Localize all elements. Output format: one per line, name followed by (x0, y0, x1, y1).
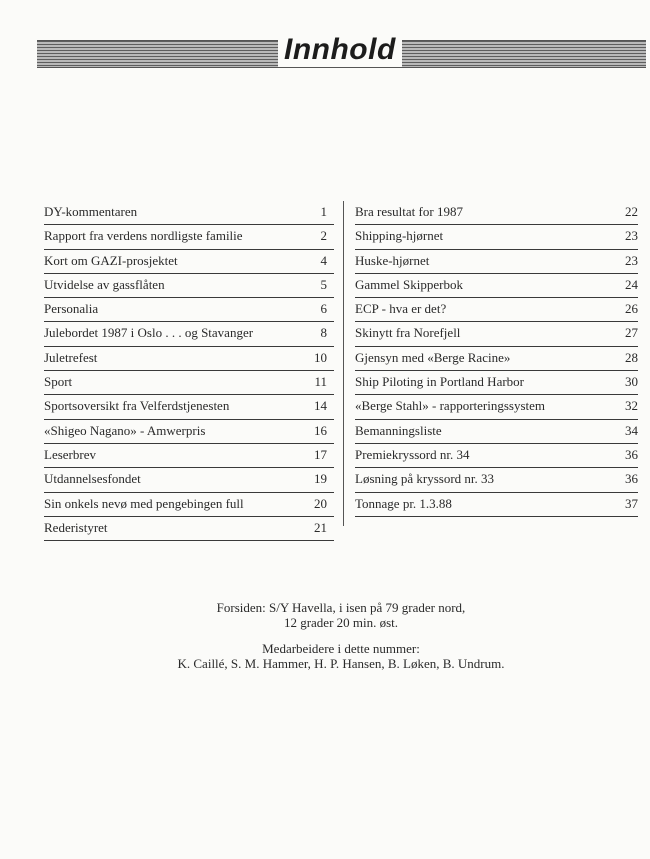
toc-entry (355, 347, 638, 371)
toc-entry (44, 225, 334, 249)
credits-block (0, 600, 650, 671)
page-title: Innhold (278, 33, 402, 67)
toc-entry-title: Bemanningsliste (355, 422, 442, 438)
toc-entry (355, 444, 638, 468)
toc-entry (355, 250, 638, 274)
toc-entry-title: Julebordet 1987 i Oslo . . . og Stavanger (44, 325, 254, 341)
toc-entry-page: 23 (625, 252, 638, 268)
toc-entry (355, 298, 638, 322)
toc-entry (44, 274, 334, 298)
toc-entry-title: Gammel Skipperbok (355, 276, 463, 292)
toc-entry (355, 468, 638, 492)
toc-entry (44, 250, 334, 274)
toc-entry (44, 371, 334, 395)
toc-entry (44, 493, 334, 517)
toc-entry-page: 36 (625, 471, 638, 487)
toc-entry (355, 371, 638, 395)
toc-entry (44, 201, 334, 225)
toc-entry-page: 11 (314, 374, 327, 390)
toc-entry-page: 4 (320, 252, 327, 268)
toc-entry-title: Løsning på kryssord nr. 33 (355, 471, 495, 487)
toc-entry-title: Kort om GAZI-prosjektet (44, 252, 178, 268)
toc-entry-title: «Berge Stahl» - rapporteringssystem (355, 398, 546, 414)
toc-entry-title: Skinytt fra Norefjell (355, 325, 461, 341)
contributors-list: K. Caillé, S. M. Hammer, H. P. Hansen, B. Løken, B. Undrum. (177, 656, 505, 671)
toc-entry-page: 28 (625, 349, 638, 365)
toc-entry (44, 395, 334, 419)
toc-entry-title: Personalia (44, 301, 99, 317)
toc-entry-title: ECP - hva er det? (355, 301, 447, 317)
toc-entry-page: 36 (625, 446, 638, 462)
toc-entry-page: 26 (625, 301, 638, 317)
toc-entry (355, 225, 638, 249)
toc-entry (355, 201, 638, 225)
toc-entry (44, 347, 334, 371)
toc-entry-title: Utvidelse av gassflåten (44, 276, 165, 292)
toc-entry-page: 22 (625, 204, 638, 219)
toc-entry-title: Utdannelsesfondet (44, 471, 141, 487)
toc-entry (44, 444, 334, 468)
toc-entry-title: «Shigeo Nagano» - Amwerpris (44, 422, 206, 438)
toc-entry-title: Ship Piloting in Portland Harbor (355, 374, 524, 390)
toc-entry-page: 1 (320, 204, 327, 219)
toc-entry-title: Bra resultat for 1987 (355, 204, 463, 219)
toc-entry (44, 468, 334, 492)
cover-caption-line2: 12 grader 20 min. øst. (283, 615, 399, 630)
toc-entry-page: 37 (625, 495, 638, 511)
toc-entry-page: 32 (625, 398, 638, 414)
toc-entry-page: 30 (625, 374, 638, 390)
toc-entry-title: Juletrefest (44, 349, 98, 365)
contributors-heading: Medarbeidere i dette nummer: (262, 641, 420, 656)
toc-entry (44, 298, 334, 322)
toc-entry (44, 322, 334, 346)
table-of-contents (44, 201, 638, 535)
toc-entry (355, 493, 638, 517)
toc-entry-page: 23 (625, 228, 638, 244)
toc-entry-page: 34 (625, 422, 638, 438)
toc-entry (355, 395, 638, 419)
toc-entry-title: Shipping-hjørnet (355, 228, 444, 244)
toc-entry-page: 27 (625, 325, 638, 341)
toc-entry-page: 8 (320, 325, 327, 341)
column-divider (343, 201, 344, 526)
toc-entry-title: Tonnage pr. 1.3.88 (355, 495, 452, 511)
toc-entry (355, 322, 638, 346)
cover-caption-line1: Forsiden: S/Y Havella, i isen på 79 grader nord, (216, 600, 466, 615)
toc-entry-page: 19 (314, 471, 327, 487)
toc-entry-title: Sin onkels nevø med pengebingen full (44, 495, 244, 511)
toc-entry-page: 21 (314, 519, 327, 535)
toc-entry-page: 5 (320, 276, 327, 292)
toc-left-column (44, 201, 334, 541)
toc-entry-title: Huske-hjørnet (355, 252, 430, 268)
toc-entry-page: 20 (314, 495, 327, 511)
toc-entry-page: 2 (320, 228, 327, 244)
toc-entry-page: 6 (320, 301, 327, 317)
toc-right-column (355, 201, 638, 517)
toc-entry-title: Sport (44, 374, 73, 390)
toc-entry-title: Gjensyn med «Berge Racine» (355, 349, 511, 365)
toc-entry-title: Premiekryssord nr. 34 (355, 446, 470, 462)
toc-entry-page: 10 (314, 349, 327, 365)
toc-entry-page: 14 (314, 398, 327, 414)
toc-entry (355, 420, 638, 444)
toc-entry-title: DY-kommentaren (44, 204, 138, 219)
toc-entry (355, 274, 638, 298)
toc-entry-page: 17 (314, 446, 327, 462)
toc-entry (44, 420, 334, 444)
toc-entry-title: Rederistyret (44, 519, 108, 535)
toc-entry-title: Rapport fra verdens nordligste familie (44, 228, 243, 244)
toc-entry-page: 24 (625, 276, 638, 292)
toc-entry-page: 16 (314, 422, 327, 438)
toc-entry (44, 517, 334, 541)
toc-entry-title: Sportsoversikt fra Velferdstjenesten (44, 398, 230, 414)
toc-entry-title: Leserbrev (44, 446, 96, 462)
